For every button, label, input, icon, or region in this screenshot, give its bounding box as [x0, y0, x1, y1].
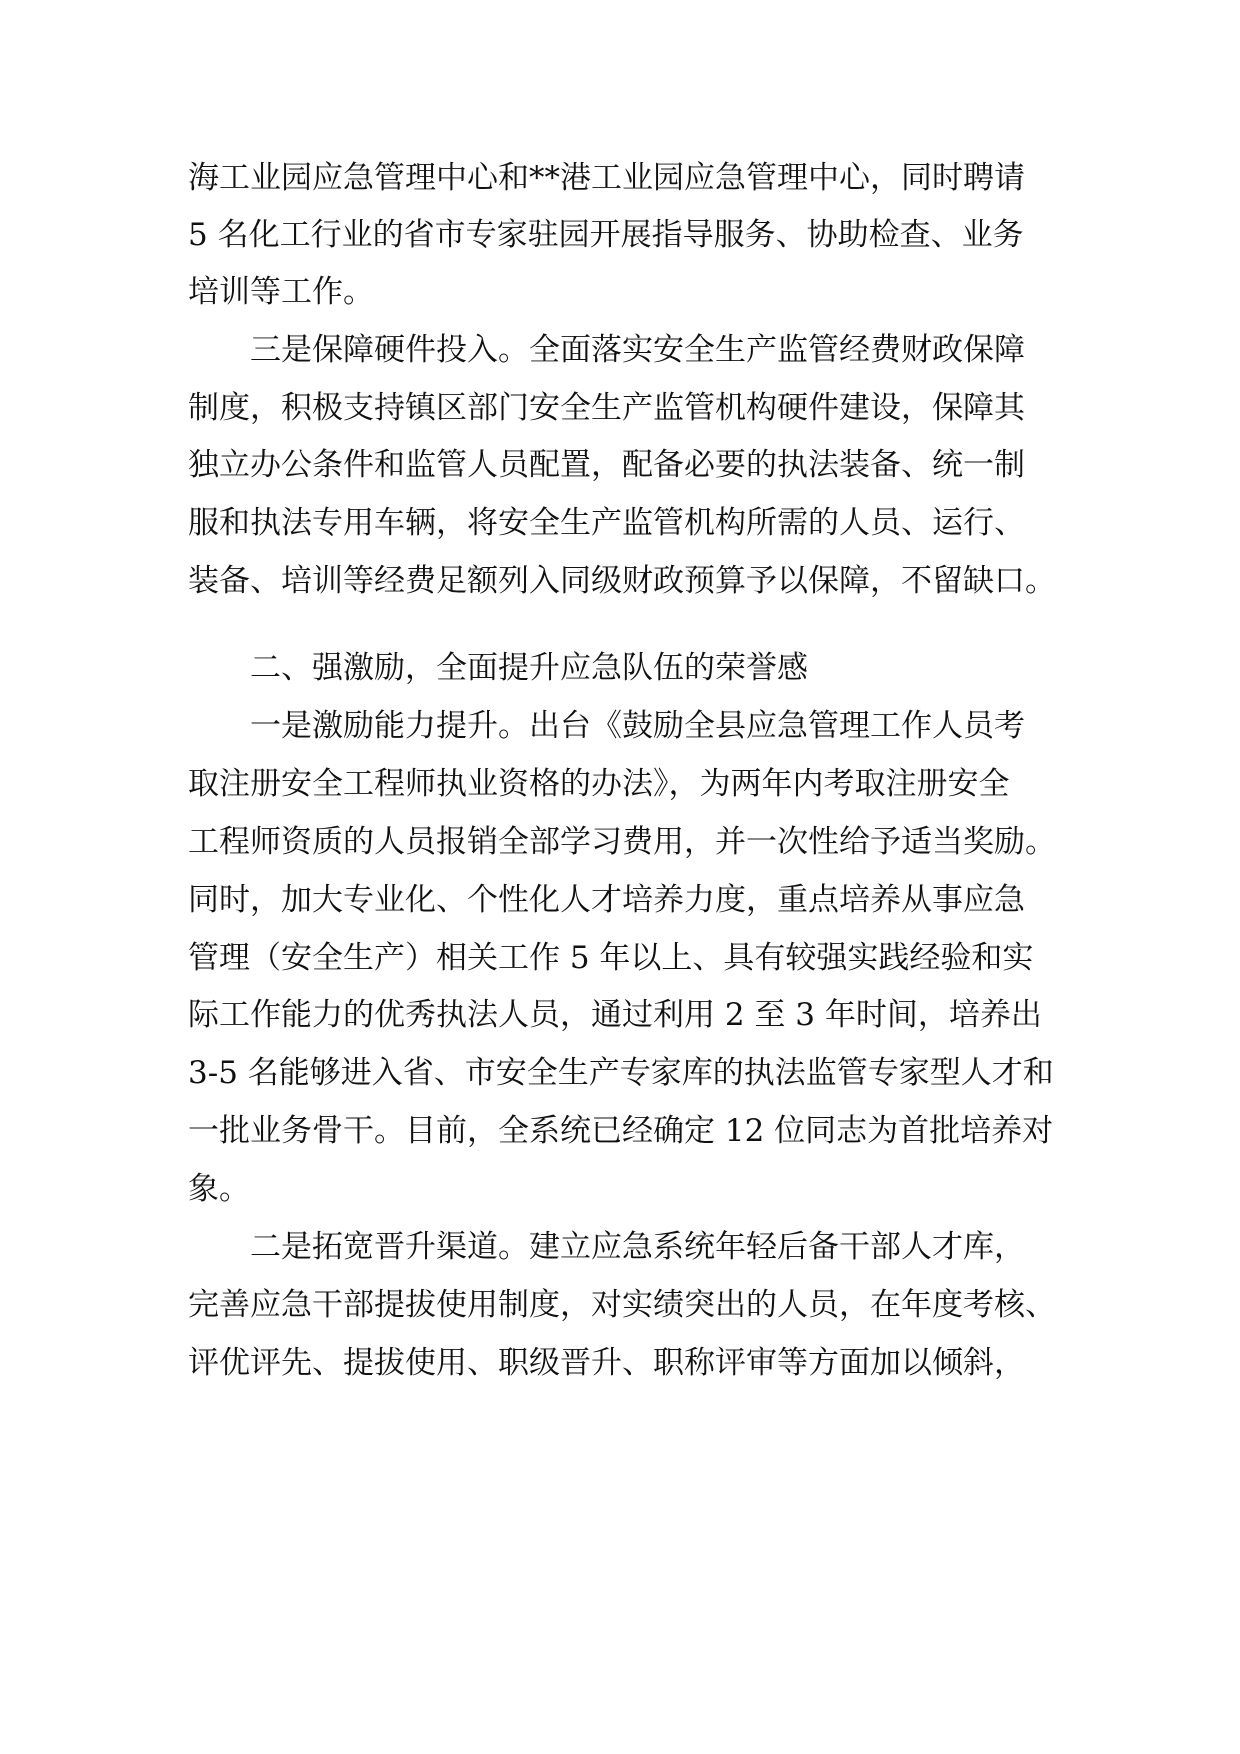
- text-line: 3-5 名能够进入省、市安全生产专家库的执法监管专家型人才和: [188, 1055, 1054, 1091]
- text-line: 管理（安全生产）相关工作 5 年以上、具有较强实践经验和实: [188, 940, 1034, 976]
- paragraph-start-line: 三是保障硬件投入。全面落实安全生产监管经费财政保障: [250, 332, 1025, 368]
- text-line: 同时，加大专业化、个性化人才培养力度，重点培养从事应急: [188, 882, 1025, 918]
- text-line: 培训等工作。: [188, 274, 374, 310]
- text-line: 取注册安全工程师执业资格的办法》，为两年内考取注册安全: [188, 766, 1010, 802]
- text-line: 际工作能力的优秀执法人员，通过利用 2 至 3 年时间，培养出: [188, 997, 1042, 1033]
- paragraph-start-line: 二是拓宽晋升渠道。建立应急系统年轻后备干部人才库，: [250, 1229, 1025, 1265]
- section-heading: 二、强激励，全面提升应急队伍的荣誉感: [250, 650, 808, 686]
- text-line: 装备、培训等经费足额列入同级财政预算予以保障，不留缺口。: [188, 563, 1056, 599]
- text-line: 制度，积极支持镇区部门安全生产监管机构硬件建设，保障其: [188, 390, 1025, 426]
- text-line: 评优评先、提拔使用、职级晋升、职称评审等方面加以倾斜，: [188, 1345, 1025, 1381]
- text-line: 工程师资质的人员报销全部学习费用，并一次性给予适当奖励。: [188, 824, 1056, 860]
- text-line: 海工业园应急管理中心和**港工业园应急管理中心，同时聘请: [188, 160, 1025, 196]
- text-line: 一批业务骨干。目前，全系统已经确定 12 位同志为首批培养对: [188, 1113, 1054, 1149]
- text-line: 完善应急干部提拔使用制度，对实绩突出的人员，在年度考核、: [188, 1287, 1056, 1323]
- text-line: 服和执法专用车辆，将安全生产监管机构所需的人员、运行、: [188, 505, 1025, 541]
- text-line: 独立办公条件和监管人员配置，配备必要的执法装备、统一制: [188, 447, 1025, 483]
- text-line: 5 名化工行业的省市专家驻园开展指导服务、协助检查、业务: [188, 217, 1024, 253]
- text-line: 象。: [188, 1171, 250, 1207]
- paragraph-start-line: 一是激励能力提升。出台《鼓励全县应急管理工作人员考: [250, 708, 1025, 744]
